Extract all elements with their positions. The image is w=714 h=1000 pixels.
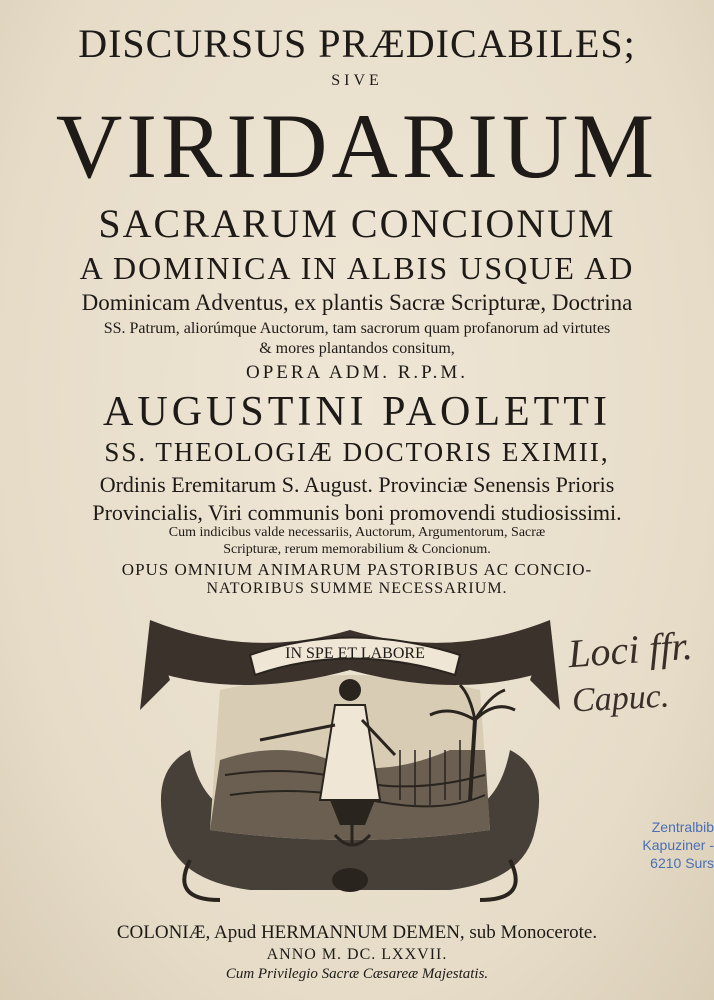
stamp-line-1: Zentralbib	[651, 819, 714, 835]
stamp-line-3: 6210 Surs	[650, 855, 714, 871]
theology-line: SS. THEOLOGIÆ DOCTORIS EXIMII,	[104, 437, 610, 467]
opus-line-1: OPUS OMNIUM ANIMARUM PASTORIBUS AC CONCIO-	[121, 560, 593, 579]
order-line-1: Ordinis Eremitarum S. August. Provinciæ Senensis Prioris	[99, 472, 615, 497]
emblem-motto: IN SPE ET LABORE	[285, 645, 425, 662]
opera-line: OPERA ADM. R.P.M.	[245, 362, 469, 383]
sive-word: SIVE	[331, 72, 383, 89]
author-name: AUGUSTINI PAOLETTI	[103, 389, 611, 435]
imprint-privilege: Cum Privilegio Sacræ Cæsareæ Majestatis.	[225, 966, 489, 982]
opus-line-2: NATORIBUS SUMME NECESSARIUM.	[206, 580, 508, 597]
main-title: VIRIDARIUM	[55, 95, 659, 197]
description-line-3: & mores plantandos consitum,	[259, 340, 455, 357]
handwritten-ownership-mark: Loci ffr.	[566, 622, 694, 677]
imprint-place-publisher: COLONIÆ, Apud HERMANNUM DEMEN, sub Monocerote.	[116, 922, 598, 943]
title-line-1: DISCURSUS PRÆDICABILES;	[78, 21, 636, 66]
library-stamp	[612, 818, 714, 872]
handwritten-capuc: Capuc.	[571, 677, 671, 720]
order-line-2: Provincialis, Viri communis boni promovendi studiosissimi.	[92, 500, 622, 525]
description-line-1: Dominicam Adventus, ex plantis Sacræ Scripturæ, Doctrina	[81, 290, 633, 315]
stamp-line-2: Kapuziner -	[642, 837, 714, 853]
indices-line-2: Scripturæ, rerum memorabilium & Concionum.	[223, 542, 491, 557]
subtitle: SACRARUM CONCIONUM	[98, 201, 616, 246]
indices-line-1: Cum indicibus valde necessariis, Auctorum, Argumentorum, Sacræ	[168, 525, 546, 540]
printer-emblem-woodcut	[130, 600, 570, 910]
imprint-year: ANNO M. DC. LXXVII.	[266, 946, 448, 963]
description-line-2: SS. Patrum, aliorúmque Auctorum, tam sacrorum quam profanorum ad virtutes	[103, 320, 611, 337]
range-line: A DOMINICA IN ALBIS USQUE AD	[79, 250, 635, 286]
